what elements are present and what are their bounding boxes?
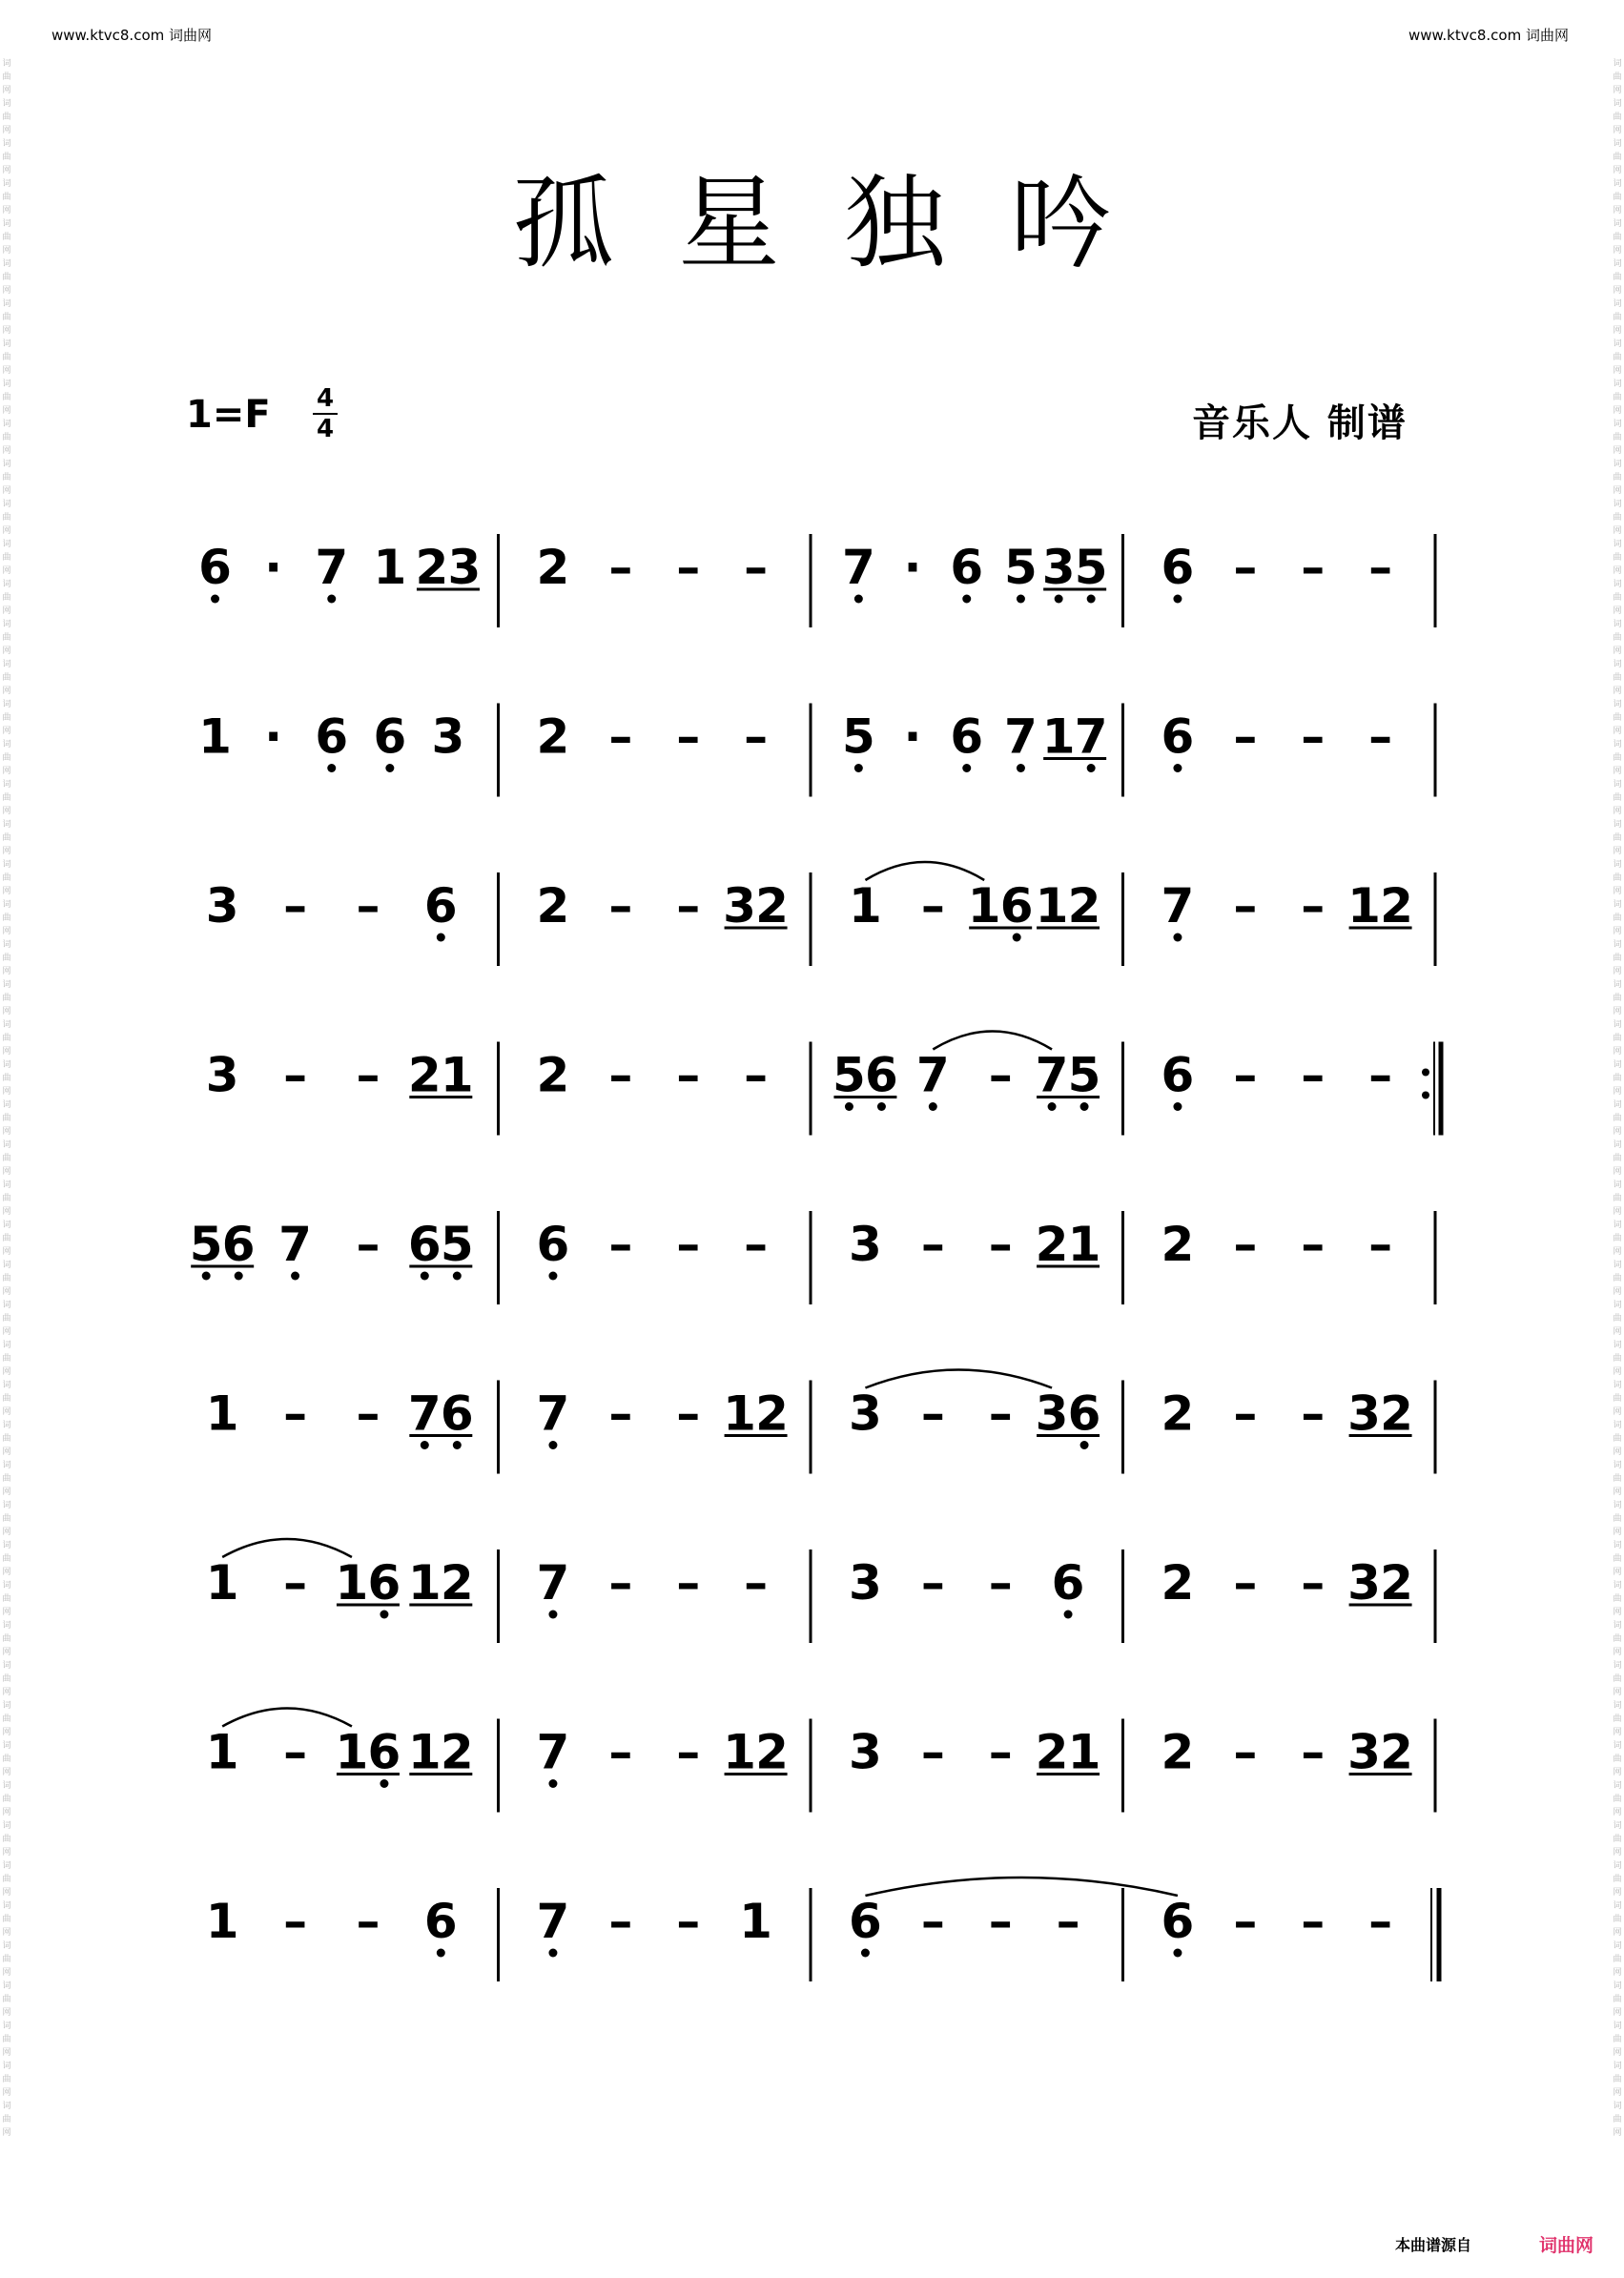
footer-source-text: 本曲谱源自: [1395, 2236, 1472, 2254]
note-7: 7: [315, 540, 349, 595]
note-7: 7: [1161, 878, 1195, 934]
dash-sustain: –: [283, 1555, 308, 1611]
note-2: 2: [1380, 878, 1413, 934]
low-octave-dot: [380, 1611, 388, 1619]
note-6: 6: [367, 1555, 401, 1611]
low-octave-dot: [1173, 595, 1182, 604]
low-octave-dot: [421, 1272, 429, 1281]
note-2: 2: [1380, 1385, 1413, 1442]
dash-sustain: –: [920, 1555, 945, 1611]
note-1: 1: [1041, 708, 1076, 765]
note-1: 1: [407, 1555, 442, 1611]
dash-sustain: –: [1233, 708, 1258, 765]
low-octave-dot: [437, 1949, 445, 1958]
low-octave-dot: [1055, 595, 1063, 604]
dash-sustain: –: [1233, 1217, 1258, 1272]
repeat-dot: [1422, 1092, 1429, 1099]
note-3: 3: [723, 878, 756, 934]
note-2: 2: [1161, 1217, 1195, 1272]
note-1: 1: [723, 1724, 756, 1780]
low-octave-dot: [962, 595, 971, 604]
dash-sustain: –: [608, 878, 633, 934]
note-3: 3: [1347, 1385, 1381, 1442]
dash-sustain: –: [283, 1385, 308, 1442]
side-watermark-left: 词曲网词曲网词曲网词曲网词曲网词曲网词曲网词曲网词曲网词曲网词曲网词曲网词曲网词曲网词曲网词曲网词曲网词曲网词曲网词曲网词曲网词曲网词曲网词曲网词曲网词曲网词曲网词曲网词曲网词曲网词曲网词曲网词曲网词曲网词曲网词曲网词曲网词曲网词曲网词曲网词曲网词曲网词曲网词曲网词曲网词曲网词曲网词曲网词曲网词曲网词曲网词曲网: [2, 59, 11, 2138]
note-1: 1: [967, 878, 1001, 934]
note-3: 3: [1347, 1724, 1381, 1780]
low-octave-dot: [453, 1272, 462, 1281]
note-3: 3: [849, 1724, 882, 1780]
dash-sustain: –: [988, 1217, 1013, 1272]
dash-sustain: –: [988, 1385, 1013, 1442]
note-5: 5: [440, 1217, 474, 1272]
note-7: 7: [536, 1724, 570, 1780]
dash-sustain: –: [608, 708, 633, 765]
note-2: 2: [1035, 1217, 1069, 1272]
note-3: 3: [205, 878, 239, 934]
note-1: 1: [205, 1724, 239, 1780]
low-octave-dot: [861, 1949, 870, 1958]
dash-sustain: –: [1233, 540, 1258, 595]
note-7: 7: [1035, 1047, 1069, 1103]
note-6: 6: [1161, 1894, 1195, 1949]
note-2: 2: [440, 1724, 474, 1780]
dash-sustain: –: [1233, 1555, 1258, 1611]
dash-sustain: –: [1233, 1385, 1258, 1442]
arranger-credit: 音乐人 制谱: [1192, 401, 1408, 445]
note-3: 3: [447, 540, 482, 595]
note-2: 2: [1161, 1724, 1195, 1780]
note-6: 6: [198, 540, 232, 595]
side-watermark-right: 词曲网词曲网词曲网词曲网词曲网词曲网词曲网词曲网词曲网词曲网词曲网词曲网词曲网词曲网词曲网词曲网词曲网词曲网词曲网词曲网词曲网词曲网词曲网词曲网词曲网词曲网词曲网词曲网词曲网词曲网词曲网词曲网词曲网词曲网词曲网词曲网词曲网词曲网词曲网词曲网词曲网词曲网词曲网词曲网词曲网词曲网词曲网词曲网词曲网词曲网词曲网词曲网: [1613, 59, 1622, 2138]
note-1: 1: [849, 878, 882, 934]
note-2: 2: [1380, 1555, 1413, 1611]
low-octave-dot: [1173, 764, 1182, 772]
dash-sustain: –: [744, 1555, 769, 1611]
note-6: 6: [950, 540, 984, 595]
dash-sustain: –: [920, 1724, 945, 1780]
low-octave-dot: [962, 764, 971, 772]
dash-sustain: –: [676, 1724, 701, 1780]
note-7: 7: [407, 1385, 442, 1442]
note-2: 2: [1161, 1385, 1195, 1442]
dash-sustain: –: [608, 1047, 633, 1103]
low-octave-dot: [1173, 934, 1182, 942]
dash-sustain: –: [283, 1724, 308, 1780]
note-2: 2: [440, 1555, 474, 1611]
note-1: 1: [739, 1894, 772, 1949]
augmentation-dot: ·: [903, 540, 922, 595]
note-6: 6: [423, 878, 458, 934]
tie-slur: [865, 1370, 1052, 1388]
note-7: 7: [536, 1555, 570, 1611]
dash-sustain: –: [920, 1385, 945, 1442]
low-octave-dot: [548, 1272, 557, 1281]
note-1: 1: [198, 708, 232, 765]
note-2: 2: [1067, 878, 1101, 934]
low-octave-dot: [548, 1949, 557, 1958]
dash-sustain: –: [1368, 1894, 1393, 1949]
note-3: 3: [849, 1555, 882, 1611]
low-octave-dot: [845, 1102, 853, 1111]
note-5: 5: [1074, 540, 1108, 595]
dash-sustain: –: [608, 1385, 633, 1442]
low-octave-dot: [453, 1441, 462, 1449]
song-title: 孤星独吟: [512, 165, 1177, 282]
low-octave-dot: [1173, 1102, 1182, 1111]
low-octave-dot: [1017, 764, 1025, 772]
low-octave-dot: [1087, 595, 1096, 604]
note-1: 1: [407, 1724, 442, 1780]
note-5: 5: [1004, 540, 1038, 595]
dash-sustain: –: [1368, 1047, 1393, 1103]
dash-sustain: –: [608, 1217, 633, 1272]
dash-sustain: –: [608, 1724, 633, 1780]
note-1: 1: [205, 1555, 239, 1611]
note-6: 6: [367, 1724, 401, 1780]
note-3: 3: [849, 1385, 882, 1442]
low-octave-dot: [548, 1611, 557, 1619]
dash-sustain: –: [608, 540, 633, 595]
note-2: 2: [536, 540, 570, 595]
dash-sustain: –: [744, 708, 769, 765]
note-6: 6: [315, 708, 349, 765]
dash-sustain: –: [283, 878, 308, 934]
augmentation-dot: ·: [264, 540, 283, 595]
note-3: 3: [205, 1047, 239, 1103]
low-octave-dot: [548, 1441, 557, 1449]
note-2: 2: [755, 1385, 789, 1442]
dash-sustain: –: [608, 1894, 633, 1949]
dash-sustain: –: [1301, 540, 1326, 595]
dash-sustain: –: [676, 878, 701, 934]
note-1: 1: [1067, 1217, 1101, 1272]
dash-sustain: –: [1301, 1894, 1326, 1949]
note-7: 7: [278, 1217, 312, 1272]
low-octave-dot: [1064, 1611, 1073, 1619]
note-3: 3: [1035, 1385, 1069, 1442]
low-octave-dot: [929, 1102, 937, 1111]
dash-sustain: –: [744, 1047, 769, 1103]
note-2: 2: [407, 1047, 442, 1103]
note-6: 6: [536, 1217, 570, 1272]
dash-sustain: –: [920, 1217, 945, 1272]
low-octave-dot: [291, 1272, 299, 1281]
note-6: 6: [221, 1217, 256, 1272]
low-octave-dot: [854, 595, 863, 604]
dash-sustain: –: [1368, 708, 1393, 765]
note-6: 6: [849, 1894, 882, 1949]
note-6: 6: [1067, 1385, 1101, 1442]
note-2: 2: [536, 708, 570, 765]
low-octave-dot: [877, 1102, 886, 1111]
dash-sustain: –: [1233, 878, 1258, 934]
note-3: 3: [1347, 1555, 1381, 1611]
note-1: 1: [440, 1047, 474, 1103]
low-octave-dot: [1080, 1441, 1089, 1449]
note-6: 6: [1161, 1047, 1195, 1103]
dash-sustain: –: [988, 1724, 1013, 1780]
low-octave-dot: [380, 1779, 388, 1788]
note-2: 2: [536, 1047, 570, 1103]
low-octave-dot: [1013, 934, 1021, 942]
note-6: 6: [1161, 708, 1195, 765]
low-octave-dot: [548, 1779, 557, 1788]
low-octave-dot: [202, 1272, 211, 1281]
low-octave-dot: [1017, 595, 1025, 604]
low-octave-dot: [1173, 1949, 1182, 1958]
note-6: 6: [1051, 1555, 1085, 1611]
note-7: 7: [1004, 708, 1038, 765]
dash-sustain: –: [1301, 1217, 1326, 1272]
dash-sustain: –: [283, 1047, 308, 1103]
note-3: 3: [849, 1217, 882, 1272]
note-2: 2: [415, 540, 449, 595]
note-6: 6: [373, 708, 407, 765]
low-octave-dot: [854, 764, 863, 772]
low-octave-dot: [421, 1441, 429, 1449]
note-2: 2: [1035, 1724, 1069, 1780]
note-6: 6: [1161, 540, 1195, 595]
key-signature: 1=F: [186, 393, 271, 437]
low-octave-dot: [327, 595, 336, 604]
note-5: 5: [833, 1047, 866, 1103]
dash-sustain: –: [676, 1894, 701, 1949]
note-1: 1: [1347, 878, 1381, 934]
note-1: 1: [205, 1894, 239, 1949]
footer-site-logo: 词曲网: [1539, 2235, 1594, 2256]
dash-sustain: –: [356, 878, 380, 934]
note-2: 2: [536, 878, 570, 934]
dash-sustain: –: [676, 1047, 701, 1103]
dash-sustain: –: [1233, 1047, 1258, 1103]
note-6: 6: [865, 1047, 898, 1103]
note-2: 2: [755, 1724, 789, 1780]
note-6: 6: [440, 1385, 474, 1442]
dash-sustain: –: [988, 1047, 1013, 1103]
note-2: 2: [1161, 1555, 1195, 1611]
augmentation-dot: ·: [264, 708, 283, 765]
note-1: 1: [723, 1385, 756, 1442]
note-1: 1: [1035, 878, 1069, 934]
note-5: 5: [841, 708, 875, 765]
dash-sustain: –: [744, 1217, 769, 1272]
header-left-watermark: www.ktvc8.com 词曲网: [51, 27, 213, 44]
repeat-dot: [1422, 1069, 1429, 1077]
low-octave-dot: [327, 764, 336, 772]
dash-sustain: –: [676, 540, 701, 595]
note-7: 7: [1074, 708, 1108, 765]
low-octave-dot: [235, 1272, 243, 1281]
note-1: 1: [335, 1724, 369, 1780]
dash-sustain: –: [1368, 1217, 1393, 1272]
note-3: 3: [431, 708, 465, 765]
dash-sustain: –: [356, 1385, 380, 1442]
dash-sustain: –: [988, 1555, 1013, 1611]
note-1: 1: [205, 1385, 239, 1442]
dash-sustain: –: [356, 1217, 380, 1272]
dash-sustain: –: [356, 1894, 380, 1949]
dash-sustain: –: [1233, 1894, 1258, 1949]
note-7: 7: [536, 1894, 570, 1949]
note-7: 7: [915, 1047, 950, 1103]
time-signature-top: 4: [316, 384, 335, 413]
dash-sustain: –: [608, 1555, 633, 1611]
dash-sustain: –: [1301, 1555, 1326, 1611]
note-2: 2: [755, 878, 789, 934]
low-octave-dot: [1048, 1102, 1057, 1111]
dash-sustain: –: [920, 878, 945, 934]
note-6: 6: [407, 1217, 442, 1272]
low-octave-dot: [385, 764, 394, 772]
note-1: 1: [1067, 1724, 1101, 1780]
tie-slur: [865, 1878, 1178, 1896]
low-octave-dot: [1087, 764, 1096, 772]
note-5: 5: [1067, 1047, 1101, 1103]
dash-sustain: –: [1301, 1047, 1326, 1103]
dash-sustain: –: [1368, 540, 1393, 595]
dash-sustain: –: [676, 708, 701, 765]
note-2: 2: [1380, 1724, 1413, 1780]
augmentation-dot: ·: [903, 708, 922, 765]
note-3: 3: [1041, 540, 1076, 595]
low-octave-dot: [211, 595, 219, 604]
dash-sustain: –: [988, 1894, 1013, 1949]
dash-sustain: –: [283, 1894, 308, 1949]
dash-sustain: –: [1056, 1894, 1080, 1949]
dash-sustain: –: [676, 1385, 701, 1442]
note-1: 1: [373, 540, 407, 595]
note-5: 5: [189, 1217, 223, 1272]
low-octave-dot: [1080, 1102, 1089, 1111]
dash-sustain: –: [1233, 1724, 1258, 1780]
note-6: 6: [423, 1894, 458, 1949]
note-6: 6: [950, 708, 984, 765]
dash-sustain: –: [744, 540, 769, 595]
dash-sustain: –: [676, 1555, 701, 1611]
note-1: 1: [335, 1555, 369, 1611]
time-signature-bottom: 4: [316, 415, 335, 443]
dash-sustain: –: [1301, 1385, 1326, 1442]
dash-sustain: –: [676, 1217, 701, 1272]
dash-sustain: –: [356, 1047, 380, 1103]
dash-sustain: –: [920, 1894, 945, 1949]
low-octave-dot: [437, 934, 445, 942]
dash-sustain: –: [1301, 708, 1326, 765]
note-7: 7: [536, 1385, 570, 1442]
note-7: 7: [841, 540, 875, 595]
note-6: 6: [999, 878, 1034, 934]
dash-sustain: –: [1301, 1724, 1326, 1780]
header-right-watermark: www.ktvc8.com 词曲网: [1408, 27, 1569, 44]
dash-sustain: –: [1301, 878, 1326, 934]
